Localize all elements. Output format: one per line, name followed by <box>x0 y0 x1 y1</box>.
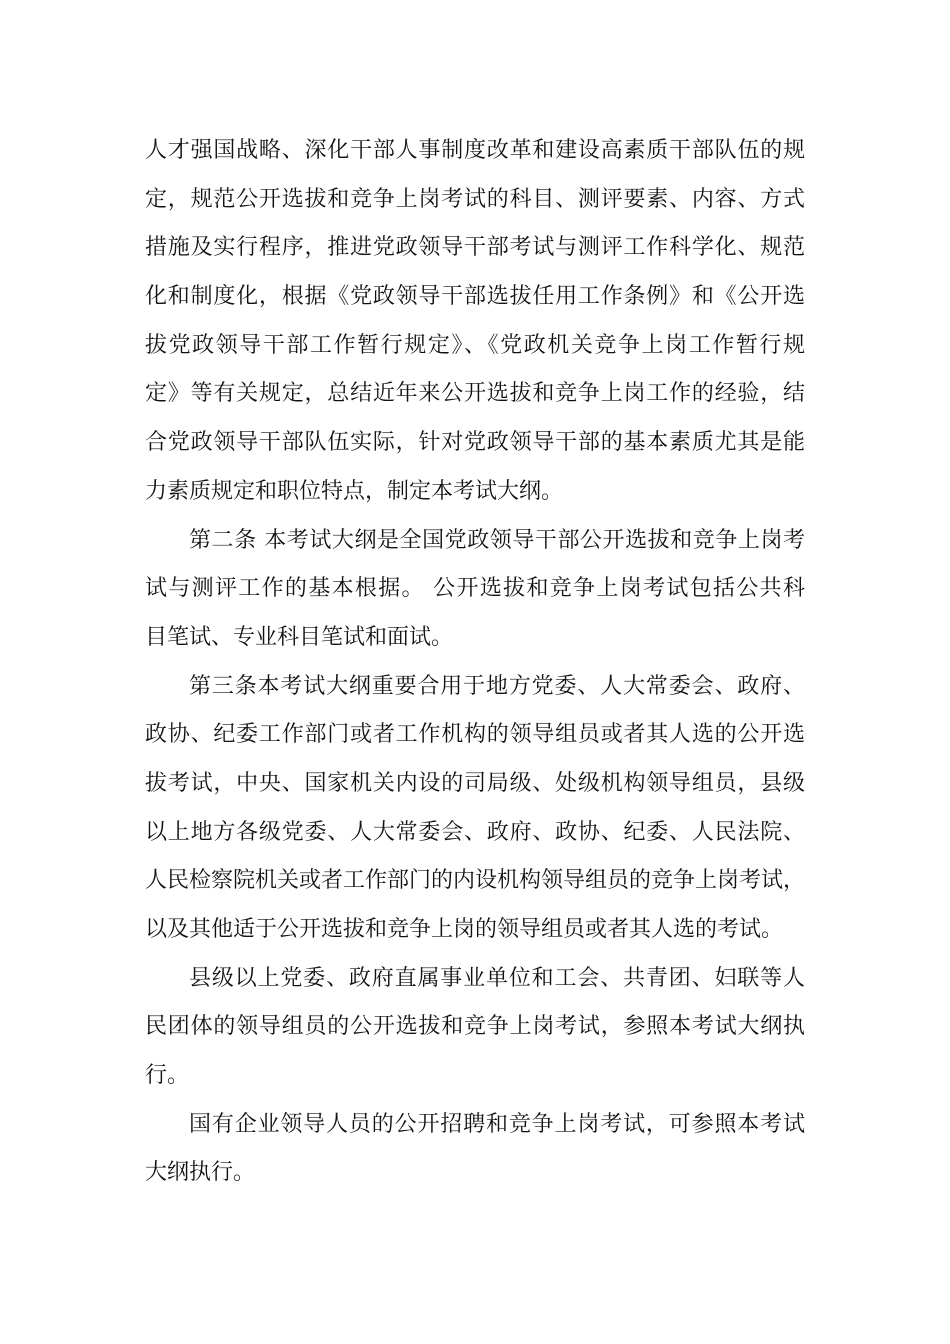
text-line: 大纲执行。 <box>145 1160 256 1186</box>
text-line: 化和制度化，根据《党政领导干部选拔任用工作条例》和《公开选 <box>145 284 805 310</box>
text-line: 第三条本考试大纲重要合用于地方党委、人大常委会、政府、 <box>189 673 805 699</box>
text-line: 国有企业领导人员的公开招聘和竞争上岗考试，可参照本考试 <box>189 1111 805 1137</box>
text-line: 定》等有关规定，总结近年来公开选拔和竞争上岗工作的经验，结 <box>145 381 805 407</box>
text-line: 人民检察院机关或者工作部门的内设机构领导组员的竞争上岗考试， <box>145 868 806 894</box>
paragraph-state-enterprises <box>145 1105 805 1202</box>
text-line: 措施及实行程序，推进党政领导干部考试与测评工作科学化、规范 <box>145 235 805 261</box>
paragraph-preamble <box>145 131 805 521</box>
text-line: 以上地方各级党委、人大常委会、政府、政协、纪委、人民法院、 <box>145 819 805 845</box>
text-line: 政协、纪委工作部门或者工作机构的领导组员或者其人选的公开选 <box>145 722 805 748</box>
text-line: 目笔试、专业科目笔试和面试。 <box>145 624 454 650</box>
paragraph-public-institutions <box>145 959 805 1105</box>
text-line: 以及其他适于公开选拔和竞争上岗的领导组员或者其人选的考试。 <box>145 917 784 942</box>
text-line: 县级以上党委、政府直属事业单位和工会、共青团、妇联等人 <box>189 965 805 991</box>
text-line: 民团体的领导组员的公开选拔和竞争上岗考试，参照本考试大纲执 <box>145 1014 805 1040</box>
text-line: 试与测评工作的基本根据。 公开选拔和竞争上岗考试包括公共科 <box>145 576 805 602</box>
text-line: 行。 <box>145 1063 190 1089</box>
document-body <box>145 131 805 1202</box>
text-line: 第二条 本考试大纲是全国党政领导干部公开选拔和竞争上岗考 <box>189 527 805 553</box>
paragraph-article-2 <box>145 521 805 667</box>
text-line: 人才强国战略、深化干部人事制度改革和建设高素质干部队伍的规 <box>145 138 805 163</box>
text-line: 合党政领导干部队伍实际，针对党政领导干部的基本素质尤其是能 <box>145 430 805 456</box>
paragraph-article-3 <box>145 667 805 959</box>
text-line: 拔党政领导干部工作暂行规定》、《党政机关竞争上岗工作暂行规 <box>145 332 805 358</box>
text-line: 定，规范公开选拔和竞争上岗考试的科目、测评要素、内容、方式 <box>145 186 805 212</box>
text-line: 力素质规定和职位特点，制定本考试大纲。 <box>145 478 564 504</box>
text-line: 拔考试，中央、国家机关内设的司局级、处级机构领导组员，县级 <box>145 770 805 796</box>
